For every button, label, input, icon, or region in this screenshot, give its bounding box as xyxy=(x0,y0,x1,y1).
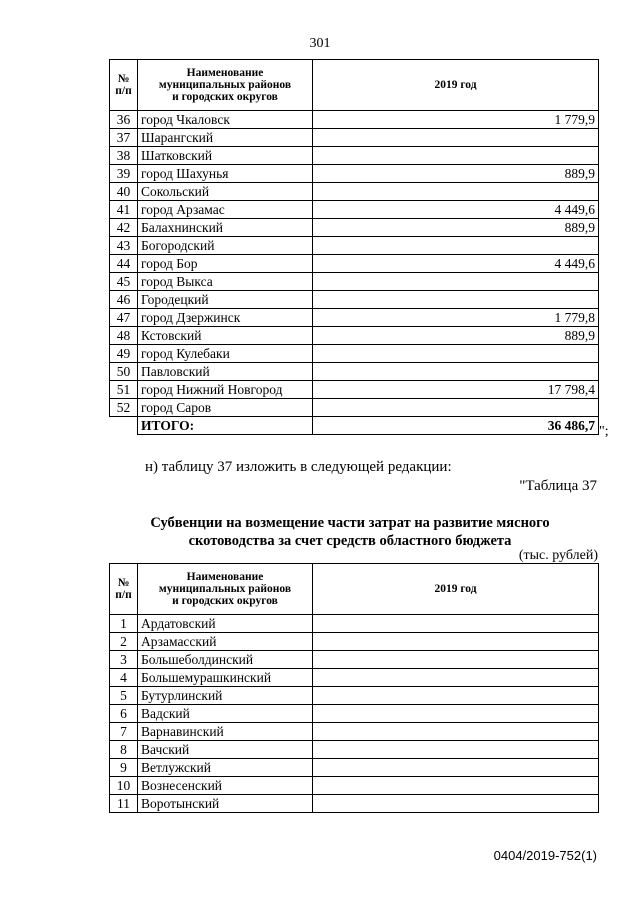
table-row xyxy=(110,165,599,183)
row-value xyxy=(313,741,599,759)
closing-quote-mark: "; xyxy=(599,424,609,439)
row-municipality: Шарангский xyxy=(138,129,313,147)
row-value xyxy=(313,273,599,291)
row-number: 52 xyxy=(110,399,138,417)
row-value xyxy=(313,705,599,723)
amendment-instruction: н) таблицу 37 изложить в следующей редакции: xyxy=(145,459,452,475)
table-row xyxy=(110,795,599,813)
row-municipality: Бутурлинский xyxy=(138,687,313,705)
table-row xyxy=(110,255,599,273)
table-row xyxy=(110,237,599,255)
row-value xyxy=(313,147,599,165)
row-number: 8 xyxy=(110,741,138,759)
row-number: 9 xyxy=(110,759,138,777)
table-row xyxy=(110,111,599,129)
row-value xyxy=(313,129,599,147)
subsidy-table-continued xyxy=(109,59,599,435)
row-value xyxy=(313,651,599,669)
row-number: 48 xyxy=(110,327,138,345)
row-number: 6 xyxy=(110,705,138,723)
row-value xyxy=(313,291,599,309)
table-row xyxy=(110,777,599,795)
row-number: 41 xyxy=(110,201,138,219)
row-value xyxy=(313,795,599,813)
row-number: 40 xyxy=(110,183,138,201)
table-row xyxy=(110,309,599,327)
header-number: № п/п xyxy=(110,60,138,111)
row-municipality: Ардатовский xyxy=(138,615,313,633)
total-value: 36 486,7 xyxy=(313,417,599,435)
row-municipality: город Дзержинск xyxy=(138,309,313,327)
row-number: 42 xyxy=(110,219,138,237)
row-municipality: город Нижний Новгород xyxy=(138,381,313,399)
row-value: 4 449,6 xyxy=(313,255,599,273)
row-value xyxy=(313,237,599,255)
row-value xyxy=(313,669,599,687)
document-code: 0404/2019-752(1) xyxy=(493,848,597,863)
row-number: 43 xyxy=(110,237,138,255)
table-row xyxy=(110,201,599,219)
row-value xyxy=(313,723,599,741)
table-37 xyxy=(109,563,599,813)
row-number: 3 xyxy=(110,651,138,669)
row-number: 38 xyxy=(110,147,138,165)
row-number: 50 xyxy=(110,363,138,381)
table-row xyxy=(110,363,599,381)
page-number: 301 xyxy=(309,36,331,51)
row-municipality: город Арзамас xyxy=(138,201,313,219)
row-municipality: Сокольский xyxy=(138,183,313,201)
row-value xyxy=(313,777,599,795)
row-number: 51 xyxy=(110,381,138,399)
table-row xyxy=(110,327,599,345)
row-value xyxy=(313,759,599,777)
row-number: 44 xyxy=(110,255,138,273)
row-number: 46 xyxy=(110,291,138,309)
table-row xyxy=(110,669,599,687)
table-row xyxy=(110,183,599,201)
row-number: 2 xyxy=(110,633,138,651)
row-number: 10 xyxy=(110,777,138,795)
units-label: (тыс. рублей) xyxy=(518,548,598,563)
row-number: 47 xyxy=(110,309,138,327)
row-municipality: Павловский xyxy=(138,363,313,381)
row-value xyxy=(313,183,599,201)
row-municipality: Балахнинский xyxy=(138,219,313,237)
table-37-label: "Таблица 37 xyxy=(519,478,597,494)
header-municipality: Наименование муниципальных районов и городских округов xyxy=(138,564,313,615)
header-number: № п/п xyxy=(110,564,138,615)
row-value: 4 449,6 xyxy=(313,201,599,219)
table-row xyxy=(110,399,599,417)
row-value: 17 798,4 xyxy=(313,381,599,399)
row-municipality: город Выкса xyxy=(138,273,313,291)
table-37-title: Субвенции на возмещение части затрат на развитие мясного скотоводства за счет средств областного бюджета xyxy=(150,515,550,549)
row-number: 49 xyxy=(110,345,138,363)
row-value: 889,9 xyxy=(313,327,599,345)
row-number: 11 xyxy=(110,795,138,813)
row-number: 1 xyxy=(110,615,138,633)
row-number: 7 xyxy=(110,723,138,741)
row-municipality: Богородский xyxy=(138,237,313,255)
row-municipality: Городецкий xyxy=(138,291,313,309)
row-municipality: город Шахунья xyxy=(138,165,313,183)
row-municipality: Вачский xyxy=(138,741,313,759)
row-municipality: Воротынский xyxy=(138,795,313,813)
table-row xyxy=(110,759,599,777)
row-value xyxy=(313,687,599,705)
table-row xyxy=(110,381,599,399)
row-number: 37 xyxy=(110,129,138,147)
table-row xyxy=(110,705,599,723)
total-row xyxy=(110,417,599,435)
row-value: 889,9 xyxy=(313,219,599,237)
row-number: 4 xyxy=(110,669,138,687)
row-municipality: город Кулебаки xyxy=(138,345,313,363)
row-value xyxy=(313,615,599,633)
header-year: 2019 год xyxy=(313,564,599,615)
table-row xyxy=(110,147,599,165)
row-municipality: Шатковский xyxy=(138,147,313,165)
table-row xyxy=(110,345,599,363)
table-row xyxy=(110,651,599,669)
row-municipality: город Саров xyxy=(138,399,313,417)
row-municipality: Кстовский xyxy=(138,327,313,345)
table-row xyxy=(110,273,599,291)
row-municipality: город Чкаловск xyxy=(138,111,313,129)
row-municipality: Варнавинский xyxy=(138,723,313,741)
row-value: 889,9 xyxy=(313,165,599,183)
row-value: 1 779,8 xyxy=(313,309,599,327)
row-value xyxy=(313,633,599,651)
total-label: ИТОГО: xyxy=(138,417,313,435)
total-blank-cell xyxy=(110,417,138,435)
row-number: 45 xyxy=(110,273,138,291)
row-number: 36 xyxy=(110,111,138,129)
header-municipality: Наименование муниципальных районов и городских округов xyxy=(138,60,313,111)
row-value xyxy=(313,345,599,363)
table-row xyxy=(110,219,599,237)
row-municipality: Большеболдинский xyxy=(138,651,313,669)
row-value: 1 779,9 xyxy=(313,111,599,129)
table-header-row xyxy=(110,564,599,615)
row-municipality: город Бор xyxy=(138,255,313,273)
row-value xyxy=(313,363,599,381)
row-municipality: Большемурашкинский xyxy=(138,669,313,687)
table-row xyxy=(110,723,599,741)
row-municipality: Вознесенский xyxy=(138,777,313,795)
table-row xyxy=(110,741,599,759)
table-row xyxy=(110,291,599,309)
table-row xyxy=(110,633,599,651)
row-municipality: Арзамасский xyxy=(138,633,313,651)
header-year: 2019 год xyxy=(313,60,599,111)
row-number: 39 xyxy=(110,165,138,183)
row-value xyxy=(313,399,599,417)
table-row xyxy=(110,687,599,705)
row-number: 5 xyxy=(110,687,138,705)
table-row xyxy=(110,615,599,633)
table-row xyxy=(110,129,599,147)
table-header-row xyxy=(110,60,599,111)
row-municipality: Вадский xyxy=(138,705,313,723)
row-municipality: Ветлужский xyxy=(138,759,313,777)
